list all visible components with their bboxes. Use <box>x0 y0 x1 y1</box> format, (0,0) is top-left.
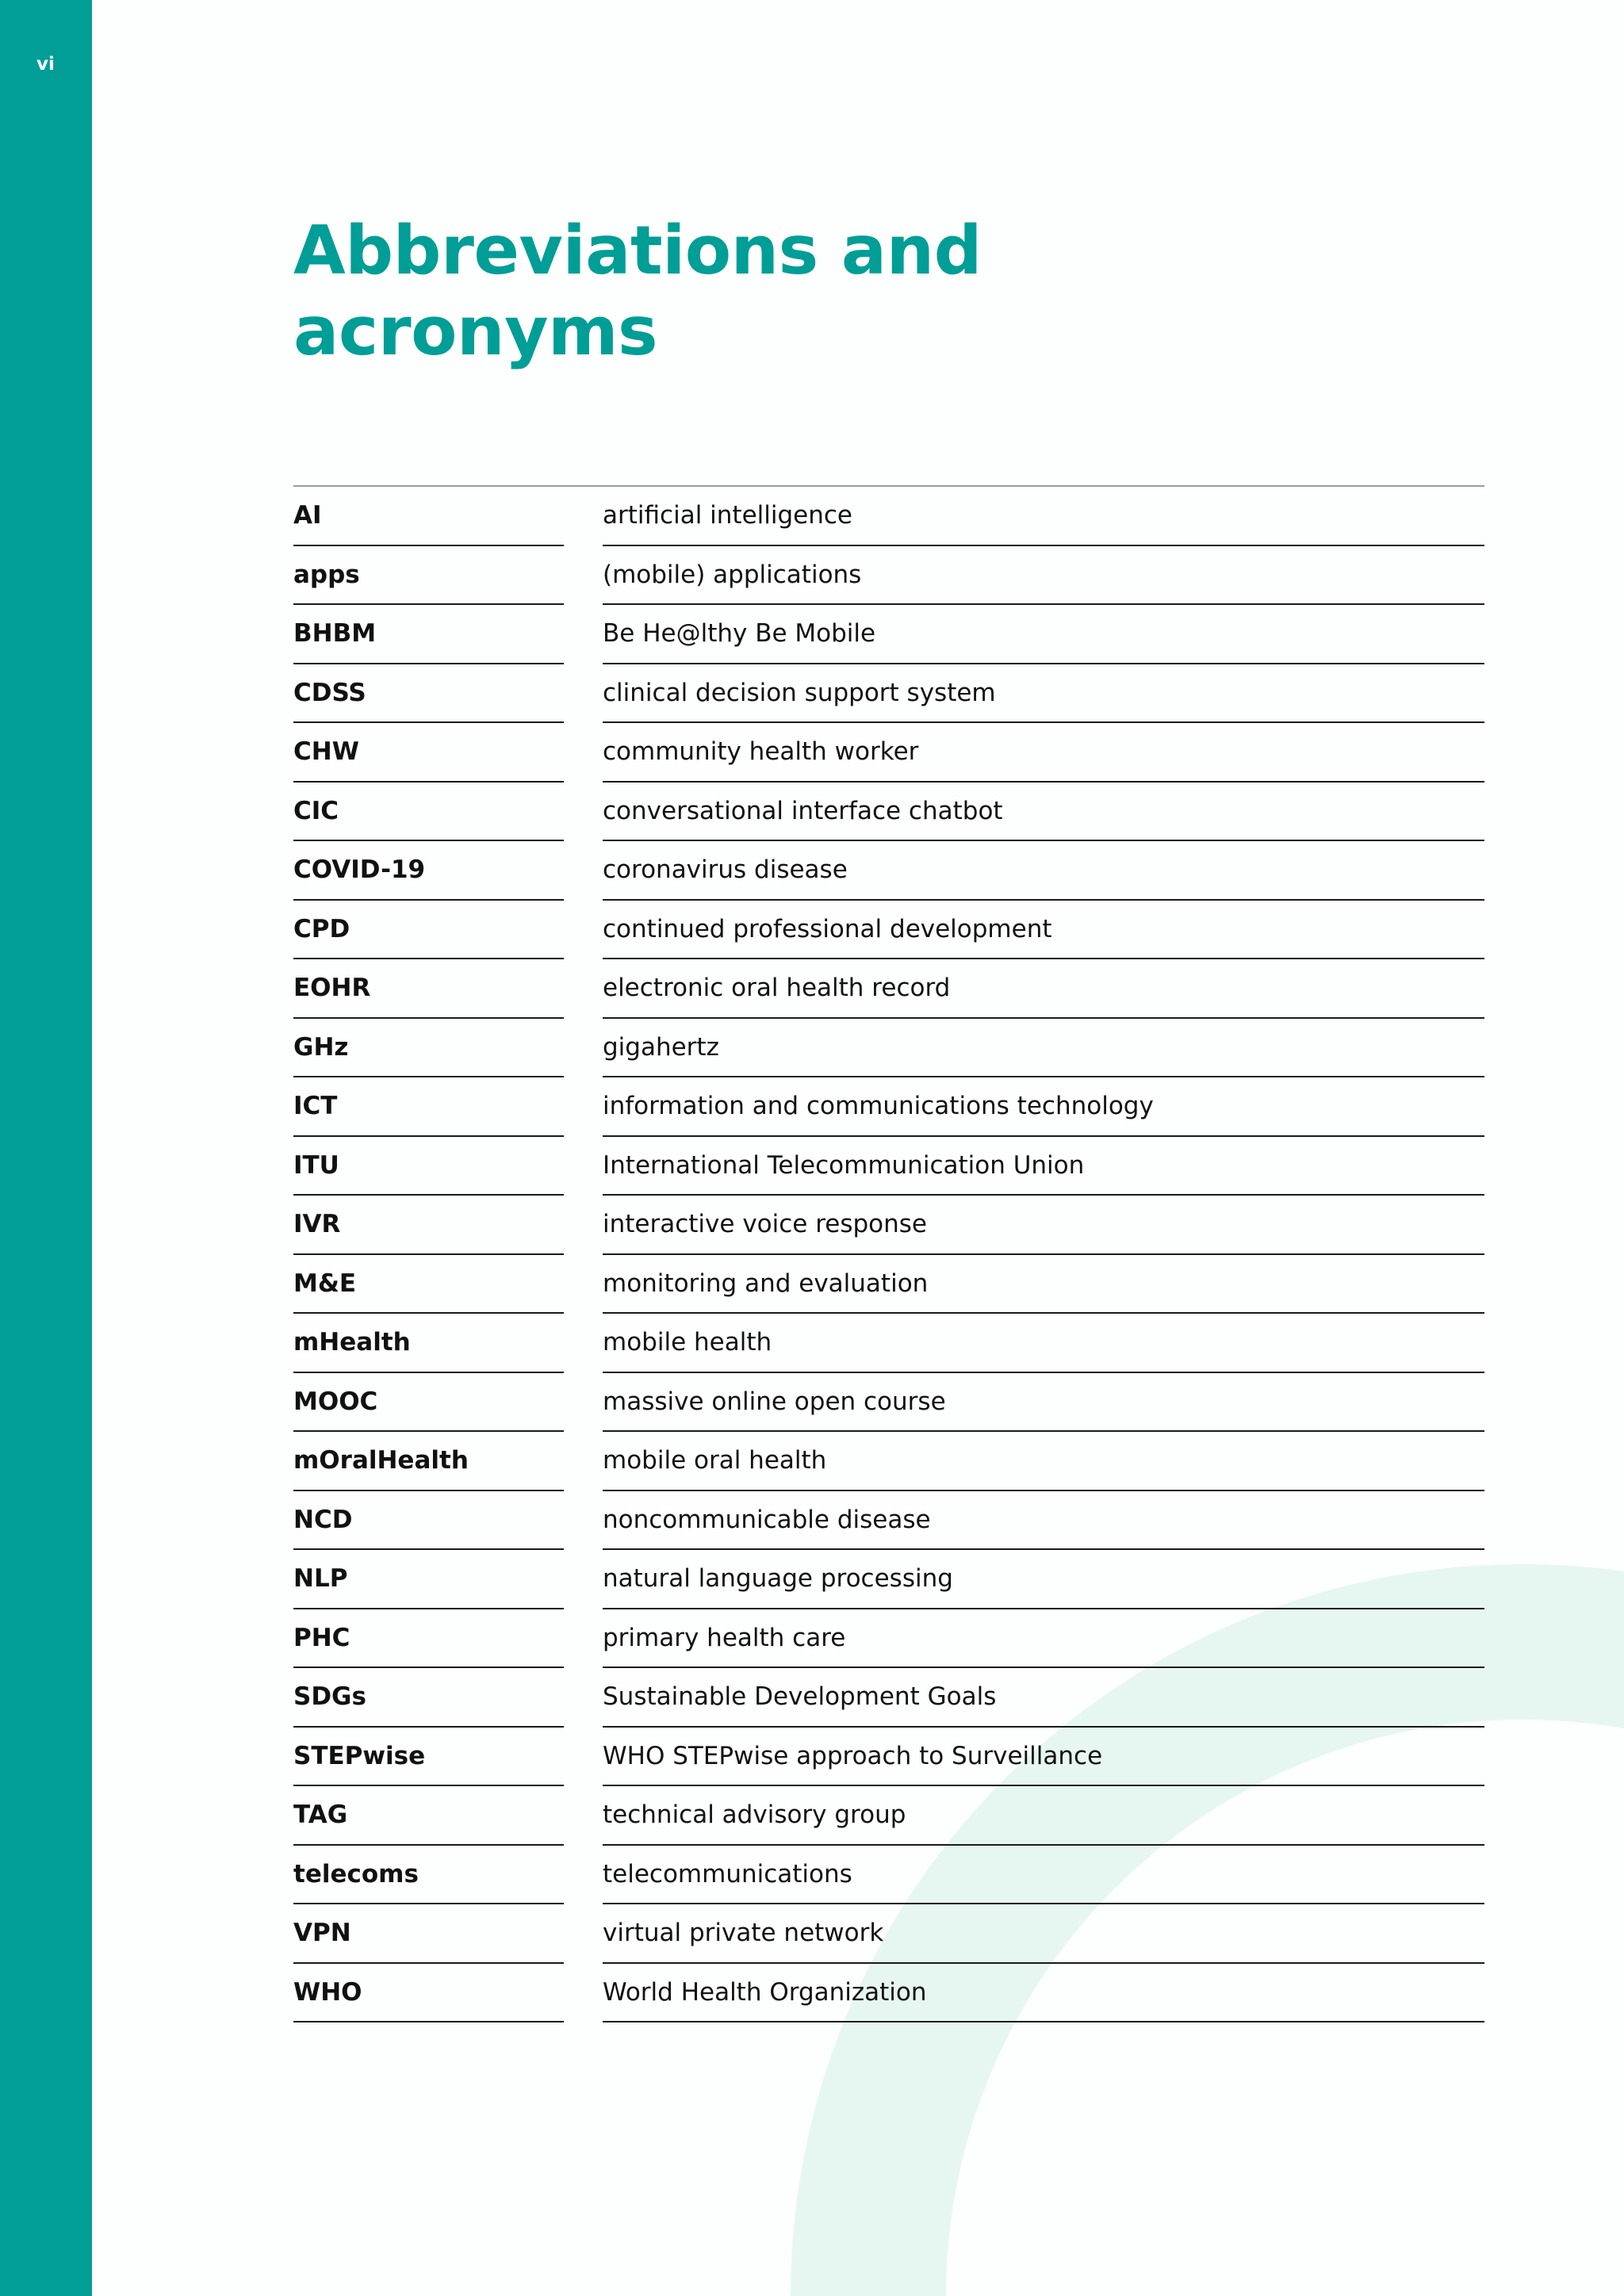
abbreviation-term: GHz <box>293 1019 564 1078</box>
page-number: vi <box>36 54 55 75</box>
abbreviation-definition: clinical decision support system <box>603 664 1484 724</box>
abbreviation-row <box>293 1077 1484 1137</box>
abbreviation-row <box>293 1728 1484 1787</box>
abbreviation-row <box>293 1904 1484 1964</box>
abbreviation-row <box>293 1846 1484 1905</box>
abbreviation-term: IVR <box>293 1196 564 1255</box>
abbreviation-definition: artificial intelligence <box>603 487 1484 546</box>
abbreviation-term: CDSS <box>293 664 564 724</box>
abbreviation-definition: electronic oral health record <box>603 959 1484 1019</box>
abbreviation-term: COVID-19 <box>293 841 564 901</box>
abbreviation-row <box>293 605 1484 664</box>
abbreviation-term: mHealth <box>293 1314 564 1373</box>
abbreviation-definition: noncommunicable disease <box>603 1491 1484 1551</box>
abbreviation-row <box>293 1314 1484 1373</box>
abbreviation-row <box>293 1786 1484 1846</box>
abbreviation-row <box>293 1019 1484 1078</box>
abbreviation-row <box>293 723 1484 783</box>
abbreviation-definition: information and communications technology <box>603 1077 1484 1137</box>
abbreviation-definition: International Telecommunication Union <box>603 1137 1484 1196</box>
abbreviation-term: MOOC <box>293 1373 564 1433</box>
side-color-bar <box>0 0 92 2296</box>
abbreviation-definition: massive online open course <box>603 1373 1484 1433</box>
abbreviation-definition: interactive voice response <box>603 1196 1484 1255</box>
abbreviation-term: SDGs <box>293 1668 564 1728</box>
abbreviation-row <box>293 546 1484 606</box>
abbreviation-term: CIC <box>293 783 564 842</box>
abbreviation-row <box>293 783 1484 842</box>
abbreviation-row <box>293 1609 1484 1669</box>
abbreviation-term: mOralHealth <box>293 1432 564 1491</box>
page-title: Abbreviations and acronyms <box>293 212 982 371</box>
abbreviation-definition: monitoring and evaluation <box>603 1255 1484 1314</box>
abbreviation-term: TAG <box>293 1786 564 1846</box>
abbreviation-term: NCD <box>293 1491 564 1551</box>
abbreviation-term: STEPwise <box>293 1728 564 1787</box>
abbreviation-definition: Be He@lthy Be Mobile <box>603 605 1484 664</box>
abbreviation-term: PHC <box>293 1609 564 1669</box>
abbreviation-term: EOHR <box>293 959 564 1019</box>
abbreviation-definition: Sustainable Development Goals <box>603 1668 1484 1728</box>
abbreviation-row <box>293 1373 1484 1433</box>
abbreviation-row <box>293 1432 1484 1491</box>
abbreviation-term: M&E <box>293 1255 564 1314</box>
abbreviation-row <box>293 1668 1484 1728</box>
abbreviation-row <box>293 487 1484 546</box>
abbreviations-table <box>293 487 1484 2022</box>
abbreviation-definition: conversational interface chatbot <box>603 783 1484 842</box>
abbreviation-row <box>293 1491 1484 1551</box>
abbreviation-row <box>293 901 1484 960</box>
abbreviation-definition: coronavirus disease <box>603 841 1484 901</box>
abbreviation-definition: virtual private network <box>603 1904 1484 1964</box>
abbreviation-definition: gigahertz <box>603 1019 1484 1078</box>
abbreviation-term: CHW <box>293 723 564 783</box>
abbreviation-row <box>293 664 1484 724</box>
abbreviation-definition: (mobile) applications <box>603 546 1484 606</box>
abbreviation-term: CPD <box>293 901 564 960</box>
abbreviation-definition: technical advisory group <box>603 1786 1484 1846</box>
abbreviation-definition: natural language processing <box>603 1550 1484 1609</box>
abbreviation-definition: telecommunications <box>603 1846 1484 1905</box>
abbreviation-term: NLP <box>293 1550 564 1609</box>
abbreviation-row <box>293 1550 1484 1609</box>
abbreviation-row <box>293 1137 1484 1196</box>
abbreviation-definition: continued professional development <box>603 901 1484 960</box>
abbreviation-row <box>293 959 1484 1019</box>
abbreviation-row <box>293 1964 1484 2023</box>
abbreviation-row <box>293 841 1484 901</box>
abbreviation-term: BHBM <box>293 605 564 664</box>
abbreviation-definition: primary health care <box>603 1609 1484 1669</box>
abbreviation-term: telecoms <box>293 1846 564 1905</box>
abbreviation-definition: WHO STEPwise approach to Surveillance <box>603 1728 1484 1787</box>
abbreviation-term: ICT <box>293 1077 564 1137</box>
abbreviation-term: ITU <box>293 1137 564 1196</box>
abbreviation-row <box>293 1255 1484 1314</box>
abbreviation-definition: community health worker <box>603 723 1484 783</box>
abbreviation-term: VPN <box>293 1904 564 1964</box>
abbreviation-definition: World Health Organization <box>603 1964 1484 2023</box>
abbreviation-term: AI <box>293 487 564 546</box>
abbreviation-row <box>293 1196 1484 1255</box>
abbreviation-definition: mobile health <box>603 1314 1484 1373</box>
abbreviation-term: WHO <box>293 1964 564 2023</box>
abbreviation-term: apps <box>293 546 564 606</box>
abbreviation-definition: mobile oral health <box>603 1432 1484 1491</box>
